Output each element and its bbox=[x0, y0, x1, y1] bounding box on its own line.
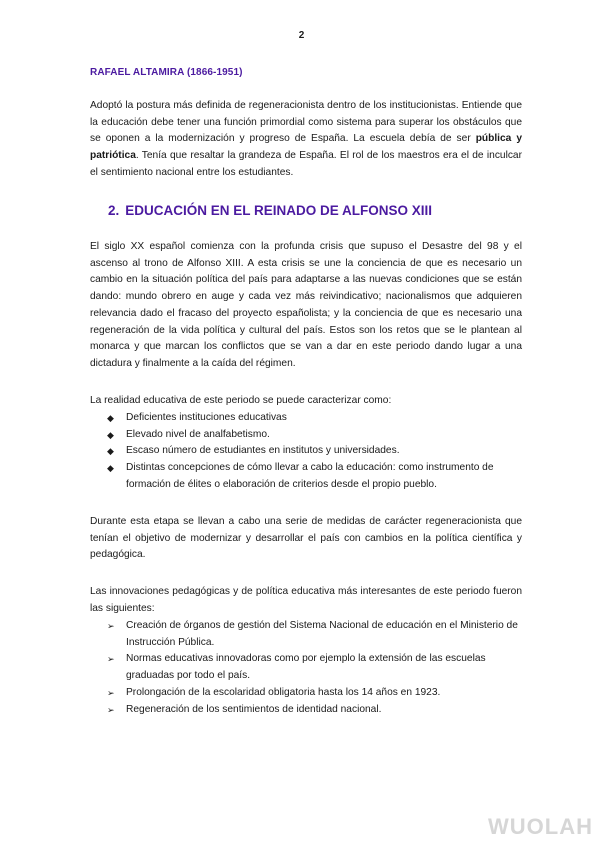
intro-bold-text: pública y patriótica bbox=[90, 133, 522, 162]
list-item-text: Regeneración de los sentimientos de identidad nacional. bbox=[126, 703, 382, 715]
list-item-text: Creación de órganos de gestión del Sistema Nacional de educación en el Ministerio de Instrucción Pública. bbox=[126, 620, 518, 648]
diamond-bullet-icon: ◆ bbox=[107, 446, 114, 457]
list-item bbox=[90, 460, 522, 493]
list-item bbox=[90, 702, 522, 719]
diamond-bullet-icon: ◆ bbox=[107, 413, 114, 423]
intro-text-part2: . Tenía que resaltar la grandeza de España. El rol de los maestros era el de inculcar el sentimiento nacional entre los estudiantes. bbox=[90, 150, 522, 178]
reality-list bbox=[90, 410, 522, 494]
author-heading: RAFAEL ALTAMIRA (1866-1951) bbox=[90, 67, 243, 78]
measures-paragraph: Durante esta etapa se llevan a cabo una serie de medidas de carácter regeneracionista que tenían el objetivo de modernizar y desarrollar el país con cambios en la política científica y pedagógica. bbox=[90, 516, 522, 561]
arrow-bullet-icon: ➢ bbox=[107, 654, 115, 665]
watermark-logo: WUOLAH bbox=[488, 814, 593, 839]
list-item-text: Prolongación de la escolaridad obligatoria hasta los 14 años en 1923. bbox=[126, 686, 441, 698]
section-heading bbox=[108, 203, 432, 218]
intro-text-part1: Adoptó la postura más definida de regeneracionista dentro de los institucionistas. Entiende que la educación debe tener una función primordial como sistema para superar los obstáculos que se oponen a la modernización y progreso de España. La escuela debía de ser bbox=[90, 100, 522, 145]
arrow-bullet-icon: ➢ bbox=[107, 621, 115, 631]
list-item bbox=[90, 685, 522, 702]
section-number: 2. bbox=[108, 203, 120, 218]
context-paragraph: El siglo XX español comienza con la profunda crisis que supuso el Desastre del 98 y el ascenso al trono de Alfonso XIII. A esta crisis se une la conciencia de que es necesario un cambio en la situación política del país para adaptarse a las nuevas condiciones que se están dando: mundo obrero en auge y cada vez más reivindicativo; nacionalismos que adquieren relevancia dado el fracaso del proyecto españolista; y la conciencia de que es necesario una regeneración de la vida política y cultural del país. Estos son los retos que se le plantean al monarca y que marcan los conflictos que se van a dar en este periodo dando lugar a una dictadura y finalmente a la caída del régimen. bbox=[90, 241, 522, 369]
list-item bbox=[90, 443, 522, 460]
list-item-text: Normas educativas innovadoras como por ejemplo la extensión de las escuelas graduadas por todo el país. bbox=[126, 653, 486, 682]
diamond-bullet-icon: ◆ bbox=[107, 463, 114, 474]
section-title: EDUCACIÓN EN EL REINADO DE ALFONSO XIII bbox=[125, 203, 433, 218]
page-number: 2 bbox=[298, 30, 305, 41]
reality-intro-paragraph: La realidad educativa de este periodo se puede caracterizar como: bbox=[90, 395, 392, 406]
list-item-text: Distintas concepciones de cómo llevar a cabo la educación: como instrumento de formación de élites o elaboración de criterios desde el propio pueblo. bbox=[126, 462, 494, 490]
list-item bbox=[90, 427, 522, 444]
list-item-text: Deficientes instituciones educativas bbox=[126, 412, 287, 423]
arrow-bullet-icon: ➢ bbox=[107, 704, 115, 715]
arrow-bullet-icon: ➢ bbox=[107, 687, 115, 698]
diamond-bullet-icon: ◆ bbox=[107, 429, 114, 440]
list-item bbox=[90, 410, 522, 427]
list-item bbox=[90, 618, 522, 651]
list-item-text: Elevado nivel de analfabetismo. bbox=[126, 428, 270, 440]
list-item bbox=[90, 651, 522, 684]
intro-paragraph bbox=[90, 98, 522, 182]
list-item-text: Escaso número de estudiantes en institutos y universidades. bbox=[126, 445, 400, 457]
innovations-intro-paragraph: Las innovaciones pedagógicas y de política educativa más interesantes de este periodo fueron las siguientes: bbox=[90, 586, 522, 614]
innovations-list bbox=[90, 618, 522, 718]
